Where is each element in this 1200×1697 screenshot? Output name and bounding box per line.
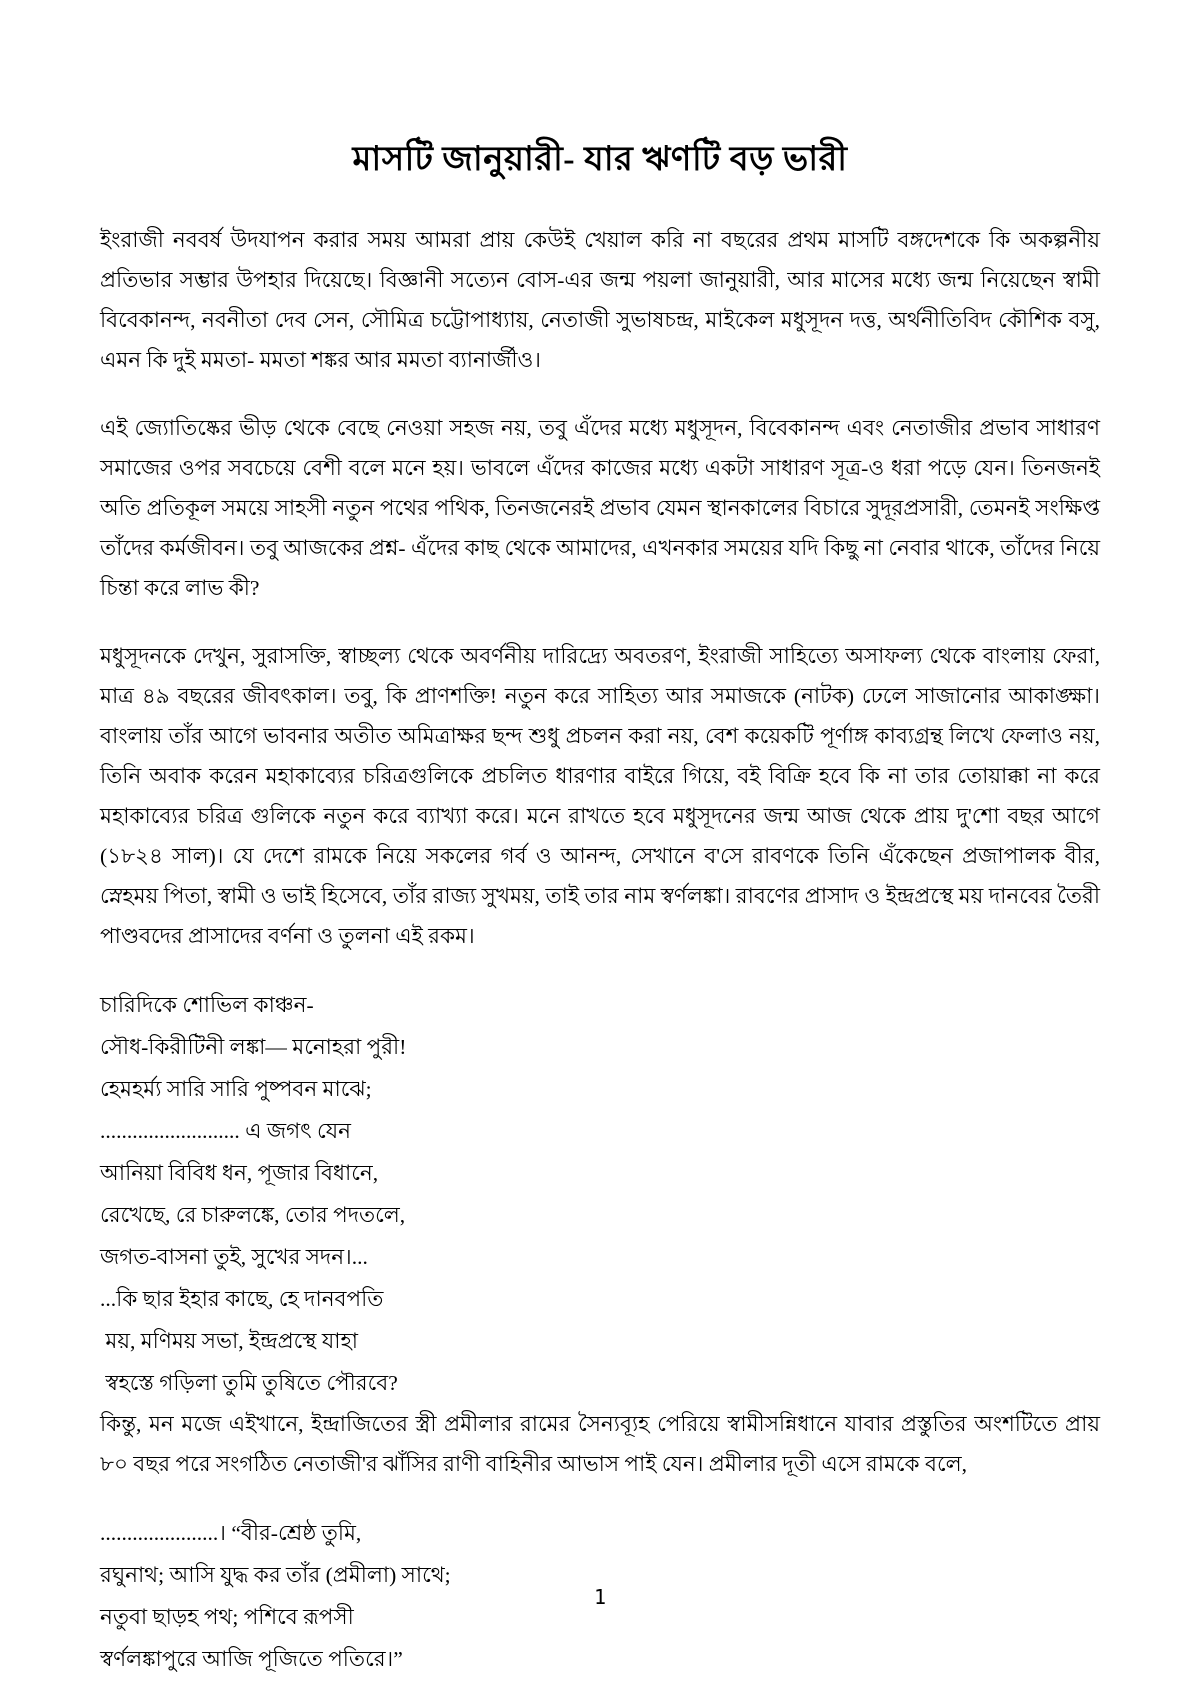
paragraph-trio: এই জ্যোতিষ্কের ভীড় থেকে বেছে নেওয়া সহজ নয়, তবু এঁদের মধ্যে মধুসূদন, বিবেকানন্দ এবং নেতাজীর প্রভাব সাধারণ সমাজের ওপর সবচেয়ে বেশী বলে মনে হয়। ভাবলে এঁদের কাজের মধ্যে একটা সাধারণ সূত্র-ও ধরা পড়ে যেন। তিনজনই অতি প্রতিকূল সময়ে সাহসী নতুন পথের পথিক, তিনজনেরই প্রভাব যেমন স্থানকালের বিচারে সুদূরপ্রসারী, তেমনই সংক্ষিপ্ত তাঁদের কর্মজীবন। তবু আজকের প্রশ্ন- এঁদের কাছ থেকে আমাদের, এখনকার সময়ের যদি কিছু না নেবার থাকে, তাঁদের নিয়ে চিন্তা করে লাভ কী? (100, 416, 1100, 601)
poem-line: ...কি ছার ইহার কাছে, হে দানবপতি (100, 1287, 384, 1312)
poem-line: .......................... এ জগৎ যেন (100, 1119, 351, 1144)
poem-line: হেমহর্ম্য সারি সারি পুষ্পবন মাঝে; (100, 1077, 372, 1102)
poem-line: আনিয়া বিবিধ ধন, পূজার বিধানে, (100, 1161, 379, 1186)
paragraph-intro: ইংরাজী নববর্ষ উদযাপন করার সময় আমরা প্রায় কেউই খেয়াল করি না বছরের প্রথম মাসটি বঙ্গদেশকে কি অকল্পনীয় প্রতিভার সম্ভার উপহার দিয়েছে। বিজ্ঞানী সত্যেন বোস-এর জন্ম পয়লা জানুয়ারী, আর মাসের মধ্যে জন্ম নিয়েছেন স্বামী বিবেকানন্দ, নবনীতা দেব সেন, সৌমিত্র চট্টোপাধ্যায়, নেতাজী সুভাষচন্দ্র, মাইকেল মধুসূদন দত্ত, অর্থনীতিবিদ কৌশিক বসু, এমন কি দুই মমতা- মমতা শঙ্কর আর মমতা ব্যানার্জীও। (100, 228, 1100, 373)
poem-line: জগত-বাসনা তুই, সুখের সদন।... (100, 1245, 368, 1270)
paragraph-pramila: কিন্তু, মন মজে এইখানে, ইন্দ্রাজিতের স্ত্রী প্রমীলার রামের সৈন্যব্যূহ পেরিয়ে স্বামীসন্নিধানে যাবার প্রস্তুতির অংশটিতে প্রায় ৮০ বছর পরে সংগঠিত নেতাজী'র ঝাঁসির রাণী বাহিনীর আভাস পাই যেন। প্রমীলার দূতী এসে রামকে বলে, (100, 1412, 1100, 1477)
poem-line: স্বর্ণলঙ্কাপুরে আজি পূজিতে পতিরে।” (100, 1647, 403, 1672)
poem-line: ময়, মণিময় সভা, ইন্দ্রপ্রস্থে যাহা (100, 1329, 359, 1354)
poem-quote-lanka (100, 984, 1100, 1404)
poem-line: স্বহস্তে গড়িলা তুমি তুষিতে পৌরবে? (100, 1371, 398, 1396)
page-number: 1 (593, 1585, 607, 1609)
poem-line: নতুবা ছাড়হ পথ; পশিবে রূপসী (100, 1605, 354, 1630)
poem-line: রঘুনাথ; আসি যুদ্ধ কর তাঁর (প্রমীলা) সাথে; (100, 1563, 451, 1588)
poem-line: চারিদিকে শোভিল কাঞ্চন- (100, 993, 314, 1018)
poem-line: রেখেছে, রে চারুলঙ্কে, তোর পদতলে, (100, 1203, 406, 1228)
poem-line: সৌধ-কিরীটিনী লঙ্কা— মনোহরা পুরী! (100, 1035, 407, 1060)
page-title: মাসটি জানুয়ারী- যার ঋণটি বড় ভারী (352, 141, 848, 178)
poem-line: ......................। “বীর-শ্রেষ্ঠ তুমি, (100, 1521, 362, 1546)
paragraph-madhusudan: মধুসূদনকে দেখুন, সুরাসক্তি, স্বাচ্ছল্য থেকে অবর্ণনীয় দারিদ্র্যে অবতরণ, ইংরাজী সাহিত্যে অসাফল্য থেকে বাংলায় ফেরা, মাত্র ৪৯ বছরের জীবৎকাল। তবু, কি প্রাণশক্তি! নতুন করে সাহিত্য আর সমাজকে (নাটক) ঢেলে সাজানোর আকাঙ্ক্ষা। বাংলায় তাঁর আগে ভাবনার অতীত অমিত্রাক্ষর ছন্দ শুধু প্রচলন করা নয়, বেশ কয়েকটি পূর্ণাঙ্গ কাব্যগ্রন্থ লিখে ফেলাও নয়, তিনি অবাক করেন মহাকাব্যের চরিত্রগুলিকে প্রচলিত ধারণার বাইরে গিয়ে, বই বিক্রি হবে কি না তার তোয়াক্কা না করে মহাকাব্যের চরিত্র গুলিকে নতুন করে ব্যাখ্যা করে। মনে রাখতে হবে মধুসূদনের জন্ম আজ থেকে প্রায় দু'শো বছর আগে (১৮২৪ সাল)। যে দেশে রামকে নিয়ে সকলের গর্ব ও আনন্দ, সেখানে ব'সে রাবণকে তিনি এঁকেছেন প্রজাপালক বীর, স্নেহময় পিতা, স্বামী ও ভাই হিসেবে, তাঁর রাজ্য সুখময়, তাই তার নাম স্বর্ণলঙ্কা। রাবণের প্রাসাদ ও ইন্দ্রপ্রস্থে ময় দানবের তৈরী পাণ্ডবদের প্রাসাদের বর্ণনা ও তুলনা এই রকম। (100, 644, 1100, 949)
